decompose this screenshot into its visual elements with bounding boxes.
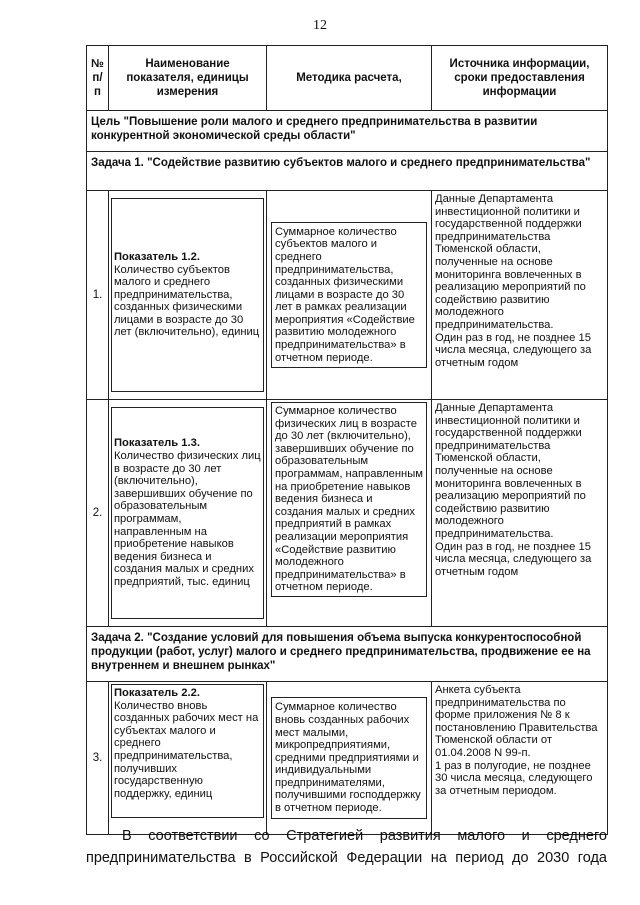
table-row (87, 682, 608, 835)
header-method: Методика расчета, (267, 46, 432, 111)
source-cell (432, 400, 608, 627)
indicators-table (86, 45, 608, 835)
indicator-cell (109, 682, 267, 835)
task1-row (87, 152, 608, 191)
task1-text: Задача 1. "Содействие развитию субъектов малого и среднего предпринимательства" (87, 152, 608, 191)
goal-row (87, 111, 608, 152)
header-number: № п/п (87, 46, 109, 111)
indicator-title: Показатель 1.3. (114, 437, 200, 450)
method-box (271, 222, 427, 369)
method-text: Суммарное количество физических лиц в возрасте до 30 лет (включительно), завершивших обучение по образовательным программам, направленным на приобретение навыков ведения бизнеса и создания малых и средних предприятий в рамках реализации мероприятия «Содействие развитию молодежного предпринимательства» в отчетном периоде. (275, 405, 423, 594)
method-cell (267, 400, 432, 627)
row-number: 3. (87, 682, 109, 835)
table-header-row (87, 46, 608, 111)
indicator-text: Количество физических лиц в возрасте до 30 лет (включительно), завершивших обучение по образовательным программам, направленным на приобретение навыков ведения бизнеса и создания малых и средних предприятий, тыс. единиц (114, 450, 261, 588)
method-cell (267, 191, 432, 400)
table-row (87, 191, 608, 400)
term-text: 1 раз в полугодие, не позднее 30 числа месяца, следующего за отчетным периодом. (435, 759, 593, 797)
row-number: 1. (87, 191, 109, 400)
method-text: Суммарное количество субъектов малого и среднего предпринимательства, созданных физическими лицами в возрасте до 30 лет в рамках реализации мероприятия «Содействие развитию молодежного предпринимательства» в отчетном периоде. (275, 225, 415, 364)
source-text: Данные Департамента инвестиционной политики и государственной поддержки предпринимательства Тюменской области, полученные на основе мониторинга вовлеченных в реализацию мероприятий по содействию развитию молодежного предпринимательства. (435, 193, 586, 331)
header-source: Источника информации, сроки предоставления информации (432, 46, 608, 111)
indicator-text: Количество вновь созданных рабочих мест на субъектах малого и среднего предпринимательства, получивших государственную поддержку, единиц (114, 699, 259, 800)
indicator-title: Показатель 2.2. (114, 687, 200, 699)
method-box (271, 697, 427, 818)
indicator-text: Количество субъектов малого и среднего предпринимательства, созданных физическими лицами в возрасте до 30 лет (включительно), единиц (114, 263, 260, 339)
indicator-title: Показатель 1.2. (114, 250, 200, 263)
source-text: Анкета субъекта предпринимательства по форме приложения № 8 к постановлению Правительства Тюменской области от 01.04.2008 N 99-п. (435, 684, 598, 759)
table-row (87, 400, 608, 627)
indicator-cell (109, 400, 267, 627)
body-paragraph-line-2: предпринимательства в Российской Федерации на период до 2030 года (86, 850, 607, 866)
source-cell (432, 682, 608, 835)
goal-text: Цель "Повышение роли малого и среднего предпринимательства в развитии конкурентной экономической среды области" (87, 111, 608, 152)
row-number: 2. (87, 400, 109, 627)
term-text: Один раз в год, не позднее 15 числа месяца, следующего за отчетным годом (435, 331, 592, 369)
task2-text: Задача 2. "Создание условий для повышения объема выпуска конкурентоспособной продукции (работ, услуг) малого и среднего предпринимательства, продвижение ее на внутреннем и внешнем рынках" (87, 627, 608, 682)
indicator-cell (109, 191, 267, 400)
term-text: Один раз в год, не позднее 15 числа месяца, следующего за отчетным годом (435, 540, 592, 578)
task2-row (87, 627, 608, 682)
source-text: Данные Департамента инвестиционной политики и государственной поддержки предпринимательства Тюменской области, полученные на основе мониторинга вовлеченных в реализацию мероприятий по содействию развитию молодежного предпринимательства. (435, 402, 586, 540)
body-paragraph-line-1: В соответствии со Стратегией развития малого и среднего (122, 828, 607, 844)
method-text: Суммарное количество вновь созданных рабочих мест малыми, микропредприятиями, средними предприятиями и индивидуальными предпринимателями, получившими господдержку в отчетном периоде. (275, 701, 421, 815)
method-box (271, 402, 427, 597)
header-indicator: Наименование показателя, единицы измерения (109, 46, 267, 111)
source-cell (432, 191, 608, 400)
page-number: 12 (313, 18, 327, 33)
method-cell (267, 682, 432, 835)
